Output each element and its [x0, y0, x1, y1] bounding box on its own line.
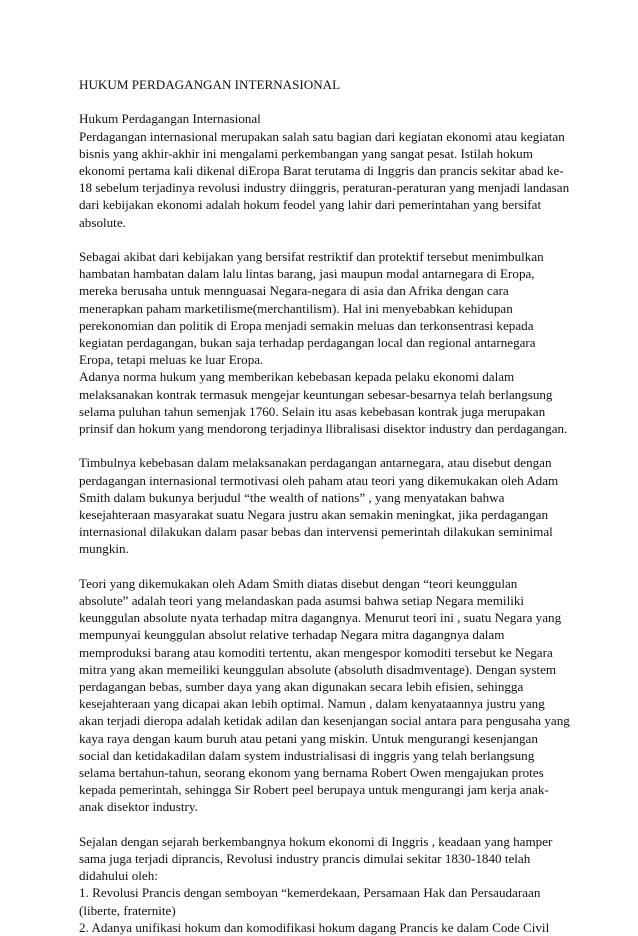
paragraph-gap [79, 816, 561, 833]
paragraph [79, 833, 561, 936]
text-line: Perdagangan internasional merupakan salah satu bagian dari kegiatan ekonomi atau kegiatan [79, 128, 565, 144]
text-line: akan terjadi dieropa adalah ketidak adilan dan kesenjangan social antara para pengusaha yang [79, 713, 570, 729]
document-title: HUKUM PERDAGANGAN INTERNASIONAL [79, 77, 341, 92]
text-line: absolute. [79, 214, 126, 230]
text-line: mereka berusaha untuk mennguasai Negara-negara di asia dan Afrika dengan cara [79, 283, 509, 299]
text-line: anak disektor industry. [79, 799, 198, 815]
paragraph [79, 248, 568, 437]
text-line: Sebagai akibat dari kebijakan yang bersifat restriktif dan protektif tersebut menimbulkan [79, 249, 544, 264]
text-line: social dan ketidakadilan dalam system industrialisasi di inggris yang telah berlangsung [79, 747, 535, 763]
text-line: 2. Adanya unifikasi hokum dan komodifikasi hokum dagang Prancis ke dalam Code Civil [79, 919, 550, 935]
text-line: kaya raya dengan kaum buruh atau petani yang miskin. Untuk mengurangi kesenjangan [79, 730, 538, 746]
text-line: bisnis yang akhir-akhir ini mengalami perkembangan yang sangat pesat. Istilah hokum [79, 145, 533, 161]
text-line: internasional dilakukan dalam pasar bebas dan intervensi pemerintah dilakukan seminimal [79, 524, 553, 540]
text-line: dari kebijakan ekonomi adalah hokum feodel yang lahir dari pemerintahan yang bersifat [79, 197, 542, 213]
text-line: Eropa, tetapi meluas ke luar Eropa. [79, 352, 264, 368]
text-line: kegiatan perdagangan, bukan saja terhadap perdagangan local dan regional antarnegara [79, 335, 536, 351]
text-line: sama juga terjadi diprancis, Revolusi industry prancis dimulai sekitar 1830-1840 telah [79, 851, 531, 867]
paragraph [79, 575, 570, 816]
text-line: Timbulnya kebebasan dalam melaksanakan perdagangan antarnegara, atau disebut dengan [79, 455, 552, 471]
text-line: kesejahteraan masyarakat suatu Negara justru akan semakin meningkat, jika perdagangan [79, 507, 549, 523]
paragraph-gap [79, 231, 561, 248]
document-body [79, 110, 570, 936]
text-line: didahului oleh: [79, 868, 158, 884]
text-line: prinsif dan hokum yang mendorong terjadinya llibralisasi disektor industry dan perdagangan. [79, 421, 568, 437]
text-line: mempunyai keunggulan absolut relative terhadap Negara mitra dagangnya dalam [79, 627, 505, 643]
text-line: kesejahteraan yang dicapai akan lebih optimal. Namun , dalam kenyataannya justru yang [79, 696, 545, 712]
text-line: keunggulan absolute nyata terhadap mitra dagangnya. Menurut teori ini , suatu Negara yang [79, 610, 562, 626]
text-line: kepada pemerintah, sehingga Sir Robert peel berupaya untuk mengurangi jam kerja anak- [79, 782, 549, 798]
spacer [79, 93, 561, 110]
text-line: 1. Revolusi Prancis dengan semboyan “kemerdekaan, Persamaan Hak dan Persaudaraan [79, 885, 541, 901]
text-line: mitra yang akan memeiliki keunggulan absolute (absoluth disadmventage). Dengan system [79, 661, 557, 677]
text-line: melaksanakan kontrak termasuk mengejar keuntungan sebesar-besarnya telah berlangsung [79, 386, 553, 402]
text-line: Teori yang dikemukakan oleh Adam Smith diatas disebut dengan “teori keunggulan [79, 575, 518, 591]
text-line: (liberte, fraternite) [79, 902, 176, 918]
text-line: absolute” adalah teori yang melandaskan pada asumsi bahwa setiap Negara memiliki [79, 593, 525, 609]
document-page [79, 76, 570, 936]
text-line: selama puluhan tahun semenjak 1760. Selain itu asas kebebasan kontrak juga merupakan [79, 403, 546, 419]
text-line: hambatan hambatan dalam lalu lintas barang, jasi maupun modal antarnegara di Eropa, [79, 266, 535, 282]
paragraph-gap [79, 558, 561, 575]
text-line: Adanya norma hukum yang memberikan kebebasan kepada pelaku ekonomi dalam [79, 369, 515, 385]
text-line: ekonomi pertama kali dikenal diEropa Barat terutama di Inggris dan prancis sekitar abad ke- [79, 163, 564, 178]
paragraph [79, 110, 570, 230]
text-line: Smith dalam bukunya berjudul “the wealth of nations” , yang menyatakan bahwa [79, 489, 505, 505]
paragraph [79, 454, 561, 557]
text-line: selama bertahun-tahun, seorang ekonom yang bernama Robert Owen mengajukan protes [79, 765, 544, 781]
text-line: perekonomian dan politik di Eropa menjadi semakin meluas dan terkonsentrasi kepada [79, 317, 534, 333]
text-line: perdagangan bebas, sumber daya yang akan digunakan secara lebih efisien, sehingga [79, 679, 524, 695]
text-line: 18 sebelum terjadinya revolusi industry diinggris, peraturan-peraturan yang menjadi landasan [79, 180, 570, 196]
text-line: perdagangan internasional termotivasi oleh paham atau teori yang dikemukakan oleh Adam [79, 472, 559, 488]
paragraph-gap [79, 437, 561, 454]
text-line: Sejalan dengan sejarah berkembangnya hokum ekonomi di Inggris , keadaan yang hamper [79, 833, 553, 849]
text-line: Hukum Perdagangan Internasional [79, 111, 261, 127]
text-line: mungkin. [79, 541, 129, 557]
text-line: menerapkan paham marketilisme(merchantilism). Hal ini menyebabkan kehidupan [79, 300, 513, 316]
text-line: memproduksi barang atau komoditi tertentu, akan mengespor komoditi tersebut ke Negara [79, 644, 553, 660]
